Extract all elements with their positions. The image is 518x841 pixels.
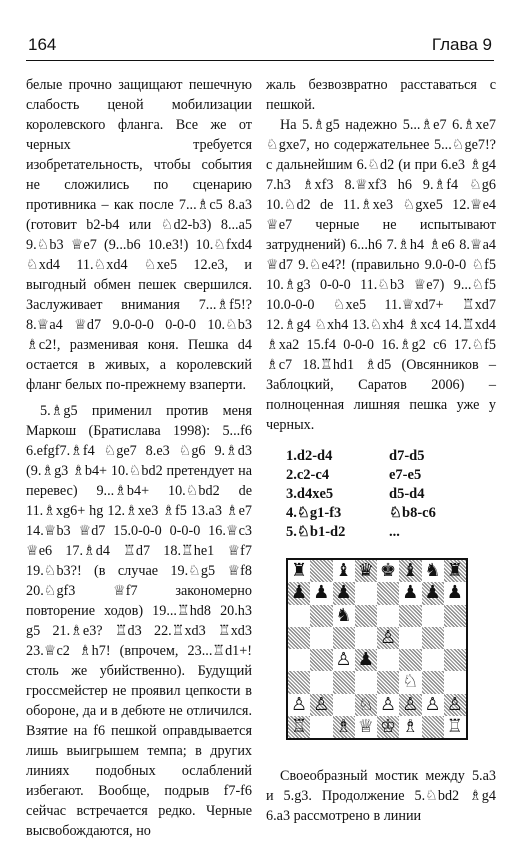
square-h8 (444, 560, 466, 582)
chess-piece: ♙ (424, 693, 441, 715)
chess-piece: ♟ (313, 582, 330, 604)
square-c2 (333, 694, 355, 716)
chess-piece: ♞ (424, 560, 441, 582)
paragraph: белые прочно защищают пешечную слабость ценой мобилизации королевского фланга. Все же от черных требуется изобретательность, чтобы события не сложились по сценарию противника – как после 7...♗c5 8.a3 (готовит b2-b4 или ♘d2-b3) 8...a5 9.♘b3 ♕e7 (9...b6 10.e3!) 10.♘fxd4 ♘xd4 11.♘xd4 ♘xe5 12.e3, и выгодный обмен пешек свершился. Заслуживает внимания 7...♗f5!? 8.♕a4 ♕d7 9.0-0-0 0-0-0 10.♘b3 ♗c2!, разменивая коня. Пешка d4 остается в живых, а королевский фланг белых по-прежнему взаперти. (26, 77, 252, 393)
square-b2 (310, 694, 332, 716)
square-e1 (377, 716, 399, 738)
chess-piece: ♙ (335, 649, 352, 671)
black-move: d5-d4 (389, 486, 425, 502)
square-f4 (399, 649, 421, 671)
chess-diagram (286, 558, 468, 740)
square-d4 (355, 649, 377, 671)
chess-piece: ♚ (380, 560, 397, 582)
square-c5 (333, 627, 355, 649)
chess-piece: ♙ (291, 693, 308, 715)
square-b7 (310, 582, 332, 604)
square-h3 (444, 671, 466, 693)
white-move: 5.♘b1-d2 (286, 524, 346, 540)
square-b3 (310, 671, 332, 693)
square-g6 (422, 605, 444, 627)
chess-piece: ♔ (380, 715, 397, 737)
chess-piece: ♙ (380, 693, 397, 715)
square-h7 (444, 582, 466, 604)
chess-piece: ♖ (446, 715, 463, 737)
chess-piece: ♗ (335, 715, 352, 737)
square-a1 (288, 716, 310, 738)
square-h4 (444, 649, 466, 671)
chess-piece: ♜ (446, 560, 463, 582)
paragraph: Своеобразный мостик между 5.a3 и 5.g3. Продолжение 5.♘bd2 ♗g4 6.a3 рассмотрено в линии (266, 768, 496, 824)
square-f7 (399, 582, 421, 604)
square-a7 (288, 582, 310, 604)
white-move: 1.d2-d4 (286, 448, 333, 464)
chess-board (286, 558, 468, 740)
white-move: 4.♘g1-f3 (286, 505, 342, 521)
white-move: 3.d4xe5 (286, 486, 334, 502)
square-g2 (422, 694, 444, 716)
chess-piece: ♜ (291, 560, 308, 582)
chess-piece: ♙ (380, 626, 397, 648)
page-header (26, 34, 494, 61)
square-h1 (444, 716, 466, 738)
black-move: e7-e5 (389, 467, 422, 483)
chess-piece: ♙ (402, 693, 419, 715)
square-h5 (444, 627, 466, 649)
square-a6 (288, 605, 310, 627)
square-b4 (310, 649, 332, 671)
square-h6 (444, 605, 466, 627)
square-d2 (355, 694, 377, 716)
square-d3 (355, 671, 377, 693)
square-f3 (399, 671, 421, 693)
chess-piece: ♘ (402, 671, 419, 693)
square-b5 (310, 627, 332, 649)
chapter-title: Глава 9 (431, 35, 492, 54)
square-g3 (422, 671, 444, 693)
move-row (286, 447, 436, 466)
move-row (286, 523, 436, 542)
right-column (266, 75, 496, 826)
square-c3 (333, 671, 355, 693)
square-d6 (355, 605, 377, 627)
chess-piece: ♟ (424, 582, 441, 604)
chess-piece: ♖ (291, 715, 308, 737)
square-d5 (355, 627, 377, 649)
paragraph: На 5.♗g5 надежно 5...♗e7 6.♗xe7 ♘gxe7, но содержательнее 5...♘ge7!? с дальнейшим 6.♘d2 (и при 6.e3 ♗g4 7.h3 ♗xf3 8.♕xf3 h6 9.♗f4 ♘g6 10.♘d2 de 11.♗xe3 ♘gxe5 12.♕e4 ♕e7 черные не испытывают затруднений) 6...h6 7.♗h4 ♗e6 8.♕a4 ♕d7 9.♘e4?! (правильно 9.0-0-0 ♘f5 10.♗g3 0-0-0 11.♘b3 ♕e7) 9...♘f5 10.0-0-0 ♘xe5 11.♕xd7+ ♖xd7 12.♗g4 ♘xh4 13.♘xh4 ♗xc4 14.♖xd4 ♗xa2 15.f4 0-0-0 16.♗g2 c6 17.♘f5 ♗c7 18.♖hd1 ♗d5 (Овсянников – Заблоцкий, Саратов 2006) – полноценная лишняя пешка уже у черных. (266, 117, 496, 433)
square-c8 (333, 560, 355, 582)
square-a4 (288, 649, 310, 671)
square-e5 (377, 627, 399, 649)
square-f2 (399, 694, 421, 716)
square-e4 (377, 649, 399, 671)
square-b8 (310, 560, 332, 582)
black-move: ... (389, 524, 400, 540)
square-b1 (310, 716, 332, 738)
black-move: ♘b8-c6 (389, 505, 436, 521)
square-f6 (399, 605, 421, 627)
chess-piece: ♘ (357, 693, 374, 715)
square-d7 (355, 582, 377, 604)
move-row (286, 485, 436, 504)
square-d1 (355, 716, 377, 738)
left-column (26, 75, 252, 841)
square-g1 (422, 716, 444, 738)
chess-piece: ♟ (402, 582, 419, 604)
chess-piece: ♗ (402, 715, 419, 737)
square-c1 (333, 716, 355, 738)
square-d8 (355, 560, 377, 582)
square-g4 (422, 649, 444, 671)
move-row (286, 504, 436, 523)
square-e3 (377, 671, 399, 693)
page-number: 164 (28, 35, 57, 54)
black-move: d7-d5 (389, 448, 425, 464)
square-a5 (288, 627, 310, 649)
square-a8 (288, 560, 310, 582)
chess-piece: ♟ (335, 582, 352, 604)
square-c4 (333, 649, 355, 671)
paragraph: 5.♗g5 применил против меня Маркош (Братислава 1998): 5...f6 6.efgf7.♗f4 ♘ge7 8.e3 ♘g6 9.♗d3 (9.♗g3 ♗b4+ 10.♘bd2 претендует на перевес) 9...♗b4+ 10.♘bd2 de 11.♗xg6+ hg 12.♗xe3 ♗f5 13.a3 ♗e7 14.♕b3 ♕d7 15.0-0-0 0-0-0 16.♕c3 ♕e6 17.♗d4 ♖d7 18.♖he1 ♕f7 19.♘b3?! (в случае 19.♘g5 ♕f8 20.♘gf3 ♕f7 закономерно повторение ходов) 19...♖hd8 20.h3 g5 21.♗e3? ♖d3 22.♖xd3 ♖xd3 23.♕c2 ♗h7! (впрочем, 23...♖d1+! столь же убийственно). Будущий гроссмейстер не проявил цепкости в обороне, да и в дебюте не отличился. Взятие на f6 пешкой оправдывается лишь выигрышем темпа; в других линиях подобных ослаблений избегают. Вообще, подрыв f7-f6 сейчас встречается редко. Черные высвобождаются, но (26, 403, 252, 839)
square-f5 (399, 627, 421, 649)
chess-piece: ♕ (357, 715, 374, 737)
square-f1 (399, 716, 421, 738)
square-g5 (422, 627, 444, 649)
chess-piece: ♞ (335, 604, 352, 626)
square-g8 (422, 560, 444, 582)
square-h2 (444, 694, 466, 716)
chess-piece: ♙ (446, 693, 463, 715)
square-c6 (333, 605, 355, 627)
chess-piece: ♝ (335, 560, 352, 582)
move-row (286, 466, 436, 485)
square-a3 (288, 671, 310, 693)
square-f8 (399, 560, 421, 582)
chess-piece: ♟ (357, 649, 374, 671)
paragraph: жаль безвозвратно расставаться с пешкой. (266, 77, 496, 113)
square-e8 (377, 560, 399, 582)
square-e6 (377, 605, 399, 627)
opening-moves (286, 447, 436, 542)
chess-piece: ♛ (357, 560, 374, 582)
square-e2 (377, 694, 399, 716)
white-move: 2.c2-c4 (286, 467, 330, 483)
chess-piece: ♙ (313, 693, 330, 715)
chess-piece: ♟ (446, 582, 463, 604)
square-g7 (422, 582, 444, 604)
chess-piece: ♟ (291, 582, 308, 604)
chess-piece: ♝ (402, 560, 419, 582)
square-e7 (377, 582, 399, 604)
square-c7 (333, 582, 355, 604)
square-b6 (310, 605, 332, 627)
square-a2 (288, 694, 310, 716)
